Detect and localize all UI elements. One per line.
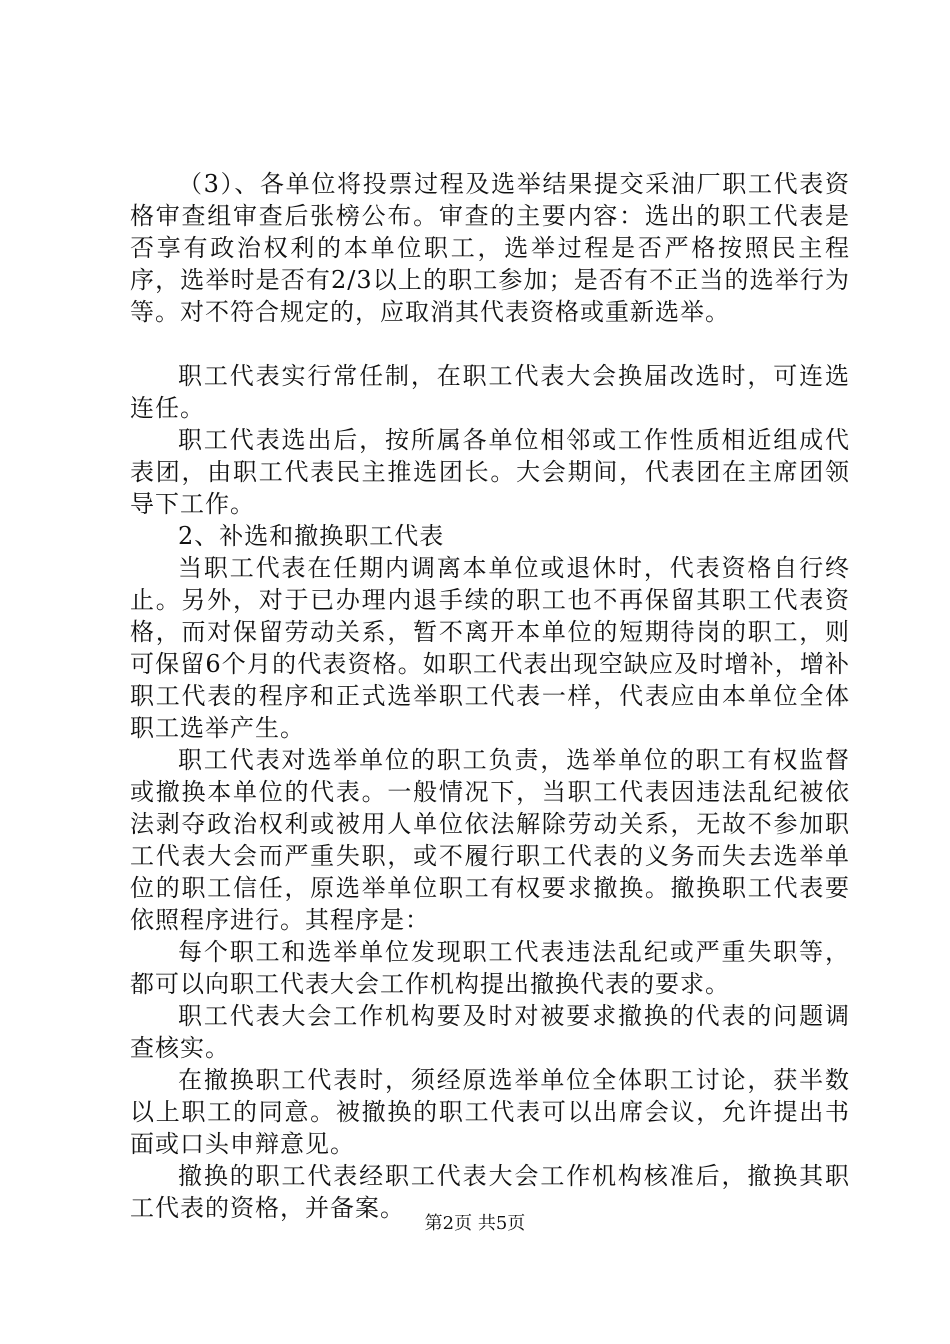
paragraph-request-removal: 每个职工和选举单位发现职工代表违法乱纪或严重失职等，都可以向职工代表大会工作机构提出撤换代表的要求。 bbox=[130, 938, 850, 998]
paragraph-supervision: 职工代表对选举单位的职工负责，选举单位的职工有权监督或撤换本单位的代表。一般情况下，当职工代表因违法乱纪被依法剥夺政治权利或被用人单位依法解除劳动关系，无故不参加职工代表大会而严重失职，或不履行职工代表的义务而失去选举单位的职工信任，原选举单位职工有权要求撤换。撤换职工代表要依照程序进行。其程序是： bbox=[130, 746, 850, 934]
paragraph-discussion: 在撤换职工代表时，须经原选举单位全体职工讨论，获半数以上职工的同意。被撤换的职工代表可以出席会议，允许提出书面或口头申辩意见。 bbox=[130, 1066, 850, 1158]
page-number-footer: 第2页 共5页 bbox=[424, 1213, 526, 1234]
paragraph-termination: 当职工代表在任期内调离本单位或退休时，代表资格自行终止。另外，对于已办理内退手续的职工也不再保留其职工代表资格，而对保留劳动关系，暂不离开本单位的短期待岗的职工，则可保留6个月的代表资格。如职工代表出现空缺应及时增补，增补职工代表的程序和正式选举职工代表一样，代表应由本单位全体职工选举产生。 bbox=[130, 554, 850, 742]
section-heading-by-election: 2、补选和撤换职工代表 bbox=[178, 522, 445, 550]
paragraph-standing-term: 职工代表实行常任制，在职工代表大会换届改选时，可连选连任。 bbox=[130, 362, 850, 422]
paragraph-review-process: （3）、各单位将投票过程及选举结果提交采油厂职工代表资格审查组审查后张榜公布。审查的主要内容：选出的职工代表是否享有政治权利的本单位职工，选举过程是否严格按照民主程序，选举时是否有2/3以上的职工参加；是否有不正当的选举行为等。对不符合规定的，应取消其代表资格或重新选举。 bbox=[130, 170, 850, 326]
paragraph-delegation: 职工代表选出后，按所属各单位相邻或工作性质相近组成代表团，由职工代表民主推选团长。大会期间，代表团在主席团领导下工作。 bbox=[130, 426, 850, 518]
paragraph-approval: 撤换的职工代表经职工代表大会工作机构核准后，撤换其职工代表的资格，并备案。 bbox=[130, 1162, 850, 1222]
paragraph-verification: 职工代表大会工作机构要及时对被要求撤换的代表的问题调查核实。 bbox=[130, 1002, 850, 1062]
document-body bbox=[130, 168, 850, 1224]
